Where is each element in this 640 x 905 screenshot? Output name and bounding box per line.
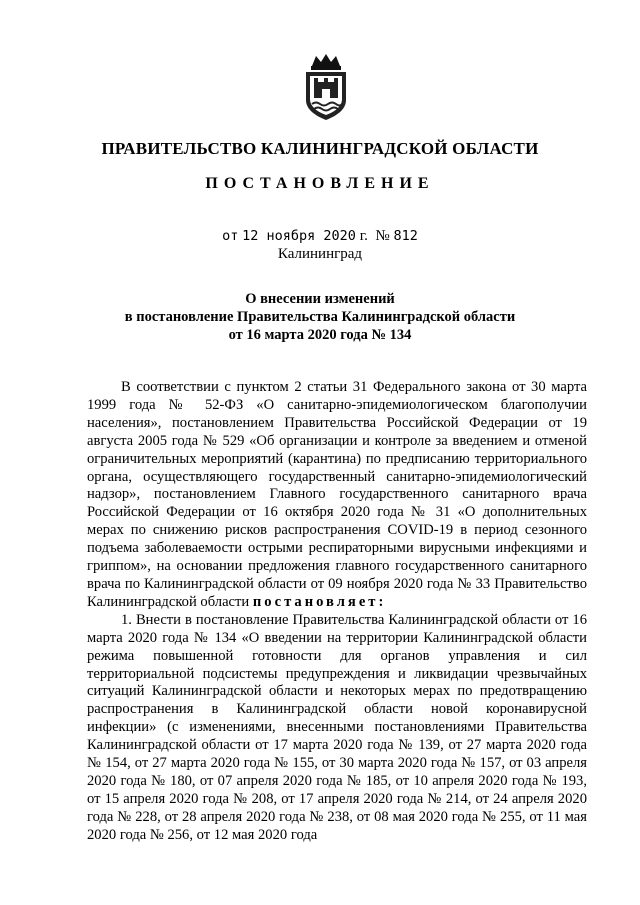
document-body [87, 379, 587, 845]
item-1-text: 1. Внести в постановление Правительства Калининградской области от 16 марта 2020 года № 134 «О введении на территории Калининградской области режима повышенной готовности для органов управления и сил территориальной подсистемы предупреждения и ликвидации чрезвычайных ситуаций Калининградской области и некоторых мерах по предотвращению распространения в Калининградской области новой коронавирусной инфекции» (с изменениями, внесенными постановлениями Правительства Калининградской области от 17 марта 2020 года № 139, от 27 марта 2020 года № 154, от 27 марта 2020 года № 155, от 30 марта 2020 года № 157, от 03 апреля 2020 года № 180, от 07 апреля 2020 года № 185, от 10 апреля 2020 года № 193, от 15 апреля 2020 года № 208, от 17 апреля 2020 года № 214, от 24 апреля 2020 года № 228, от 28 апреля 2020 года № 238, от 08 мая 2020 года № 255, от 11 мая 2020 года № 256, от 12 мая 2020 года [87, 611, 587, 843]
date-prefix: от [222, 228, 239, 244]
paragraph-preamble [87, 379, 587, 612]
number-label: № [375, 228, 390, 244]
year-suffix: г. [359, 228, 368, 244]
city: Калининград [277, 246, 363, 262]
title-line-3: от 16 марта 2020 года № 134 [228, 327, 412, 343]
document-date: 12 ноября 2020 [242, 228, 356, 244]
coat-of-arms-icon [300, 52, 352, 122]
title-line-2: в постановление Правительства Калининградской области [124, 309, 516, 325]
date-line [0, 228, 640, 245]
resolves-verb: постановляет: [252, 593, 387, 610]
document-type: ПОСТАНОВЛЕНИЕ [205, 175, 435, 192]
organization-name: ПРАВИТЕЛЬСТВО КАЛИНИНГРАДСКОЙ ОБЛАСТИ [101, 139, 539, 158]
document-number: 812 [393, 228, 418, 244]
title-line-1: О внесении изменений [245, 291, 395, 307]
preamble-text: В соответствии с пунктом 2 статьи 31 Федерального закона от 30 марта 1999 года № 52-ФЗ «О санитарно-эпидемиологическом благополучии населения», постановлением Правительства Российской Федерации от 19 августа 2005 года № 529 «Об организации и контроле за введением и отменой ограничительных мероприятий (карантина) по предписанию территориального органа, осуществляющего государственный санитарно-эпидемиологический надзор», постановлением Главного государственного санитарного врача Российской Федерации от 16 октября 2020 года № 31 «О дополнительных мерах по снижению рисков распространения COVID-19 в период сезонного подъема заболеваемости острыми респираторными вирусными инфекциями и гриппом», на основании предложения главного государственного санитарного врача по Калининградской области от 09 ноября 2020 года № 33 Правительство Калининградской области [87, 379, 587, 610]
document-title [0, 290, 640, 344]
paragraph-item-1 [87, 612, 587, 845]
